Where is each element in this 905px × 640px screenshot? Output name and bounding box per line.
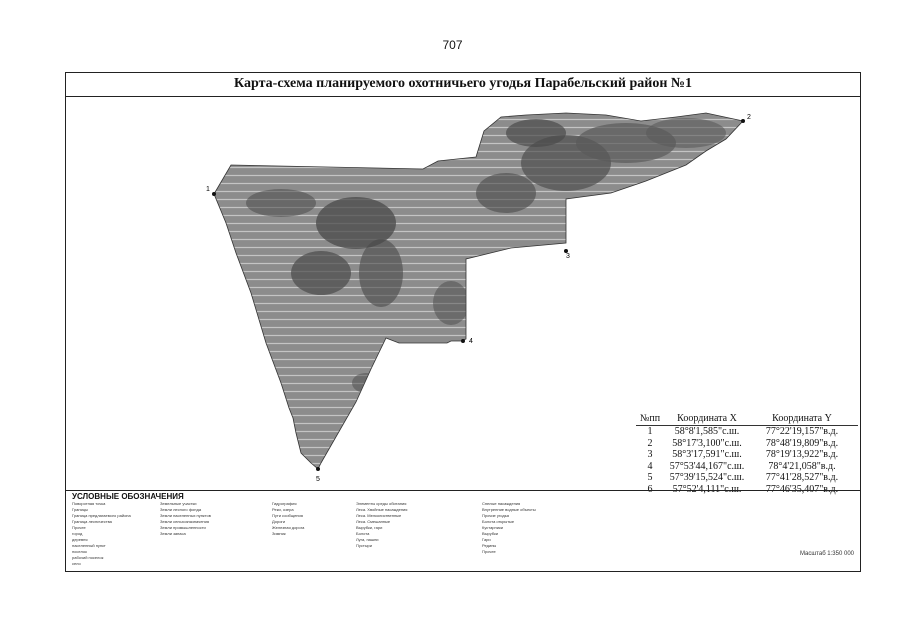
boundary-point-3[interactable]: [564, 249, 570, 260]
map-frame: [65, 72, 861, 572]
legend-column-5: [482, 501, 762, 555]
legend-item: Пустыри: [356, 543, 372, 548]
legend-item: Болота открытые: [482, 519, 515, 524]
legend-item: Земельные участки: [160, 501, 197, 506]
legend-divider: [66, 490, 860, 491]
legend-item: Граница лесничества: [72, 519, 112, 524]
table-row: [636, 426, 858, 438]
legend-item: Земли населенных пунктов: [160, 513, 211, 518]
svg-text:5: 5: [316, 476, 320, 483]
svg-text:4: 4: [469, 338, 473, 345]
svg-text:3: 3: [566, 253, 570, 260]
legend-item: Железная дорога: [272, 525, 305, 530]
row-x: 57°52'4,111"с.ш.: [672, 483, 742, 495]
col-header-num: №пп: [639, 413, 661, 424]
row-x: 58°17'3,100"с.ш.: [672, 437, 742, 449]
boundary-point-4[interactable]: [461, 338, 473, 345]
legend-item: деревня: [72, 537, 88, 542]
legend-item: Пути сообщения: [272, 513, 303, 518]
legend-item: Дороги: [272, 519, 286, 524]
table-row: [636, 461, 858, 473]
legend-item: рабочий поселок: [72, 555, 104, 560]
legend-item: Кустарники: [482, 525, 503, 530]
row-y: 78°48'19,809"в.д.: [765, 437, 839, 449]
row-y: 77°41'28,527"в.д.: [765, 472, 839, 483]
legend-item: Прочее: [72, 525, 86, 530]
row-y: 77°22'19,157"в.д.: [765, 426, 839, 437]
legend-item: Леса. Смешанные: [356, 519, 391, 524]
legend-item: Гидрография: [272, 501, 297, 506]
legend-item: Луга, пашни: [356, 537, 379, 542]
row-num: 6: [647, 483, 653, 495]
table-row: [636, 472, 858, 484]
row-y: 77°46'35,407"в.д.: [765, 483, 839, 495]
legend-item: Земли сельхозназначения: [160, 519, 210, 524]
row-x: 58°3'17,591"с.ш.: [672, 449, 742, 460]
legend-item: Спелые насаждения: [482, 501, 521, 506]
page-number: 707: [442, 38, 463, 52]
row-num: 4: [647, 460, 653, 472]
coordinates-table-header: [636, 413, 858, 426]
legend-item: Гари: [482, 537, 491, 542]
legend-item: Границы: [72, 507, 88, 512]
map-scale: Масштаб 1:350 000: [799, 551, 854, 557]
legend-item: Болота: [356, 531, 370, 536]
legend-item: Редины: [482, 543, 497, 548]
legend-item: Прочие угодья: [482, 513, 509, 518]
row-num: 2: [647, 437, 653, 449]
legend-item: Реки, озера: [272, 507, 294, 512]
legend-column-2: [160, 501, 270, 537]
row-x: 57°53'44,167"с.ш.: [669, 460, 745, 472]
legend-item: Вырубки: [482, 531, 499, 536]
row-num: 5: [647, 472, 653, 483]
table-row: [636, 438, 858, 450]
svg-text:1: 1: [206, 186, 210, 193]
legend-item: Леса. Хвойные насаждения: [356, 507, 408, 512]
legend-item: Леса. Мелколиственные: [356, 513, 402, 518]
legend-item: Земли лесного фонда: [160, 507, 202, 512]
row-y: 78°19'13,922"в.д.: [765, 449, 839, 460]
legend-column-3: [272, 501, 352, 537]
legend-column-4: [356, 501, 476, 549]
col-header-x: Координата X: [677, 413, 737, 424]
coordinates-table: [636, 413, 858, 495]
col-header-y: Координата Y: [772, 413, 832, 424]
row-x: 58°8'1,585"с.ш.: [674, 426, 740, 437]
legend-item: город: [72, 531, 83, 536]
row-num: 3: [647, 449, 653, 460]
legend-item: Элементы среды обитания: [356, 501, 407, 506]
legend-item: Внутренние водные объекты: [482, 507, 536, 512]
row-x: 57°39'15,524"с.ш.: [669, 472, 745, 483]
boundary-point-1[interactable]: [206, 186, 216, 196]
legend-item: Поворотная точка: [72, 501, 106, 506]
legend-title: УСЛОВНЫЕ ОБОЗНАЧЕНИЯ: [72, 492, 184, 501]
svg-text:2: 2: [747, 114, 751, 121]
legend-item: поселок: [72, 549, 87, 554]
legend-item: населенный пункт: [72, 543, 106, 548]
legend-item: Земли промышленности: [160, 525, 206, 530]
legend-column-1: [72, 501, 156, 567]
legend-item: село: [72, 561, 81, 566]
table-row: [636, 449, 858, 461]
legend-item: Прочее: [482, 549, 496, 554]
map-title: Карта-схема планируемого охотничьего угодья Парабельский район №1: [234, 76, 692, 91]
legend-item: Зимник: [272, 531, 286, 536]
legend-item: Вырубки, гари: [356, 525, 383, 530]
boundary-point-5[interactable]: [316, 467, 320, 483]
legend-item: Земли запаса: [160, 531, 186, 536]
row-y: 78°4'21,058"в.д.: [768, 460, 836, 472]
legend-item: Граница предлагаемого района: [72, 513, 131, 518]
boundary-point-2[interactable]: [741, 114, 751, 123]
row-num: 1: [647, 426, 653, 437]
